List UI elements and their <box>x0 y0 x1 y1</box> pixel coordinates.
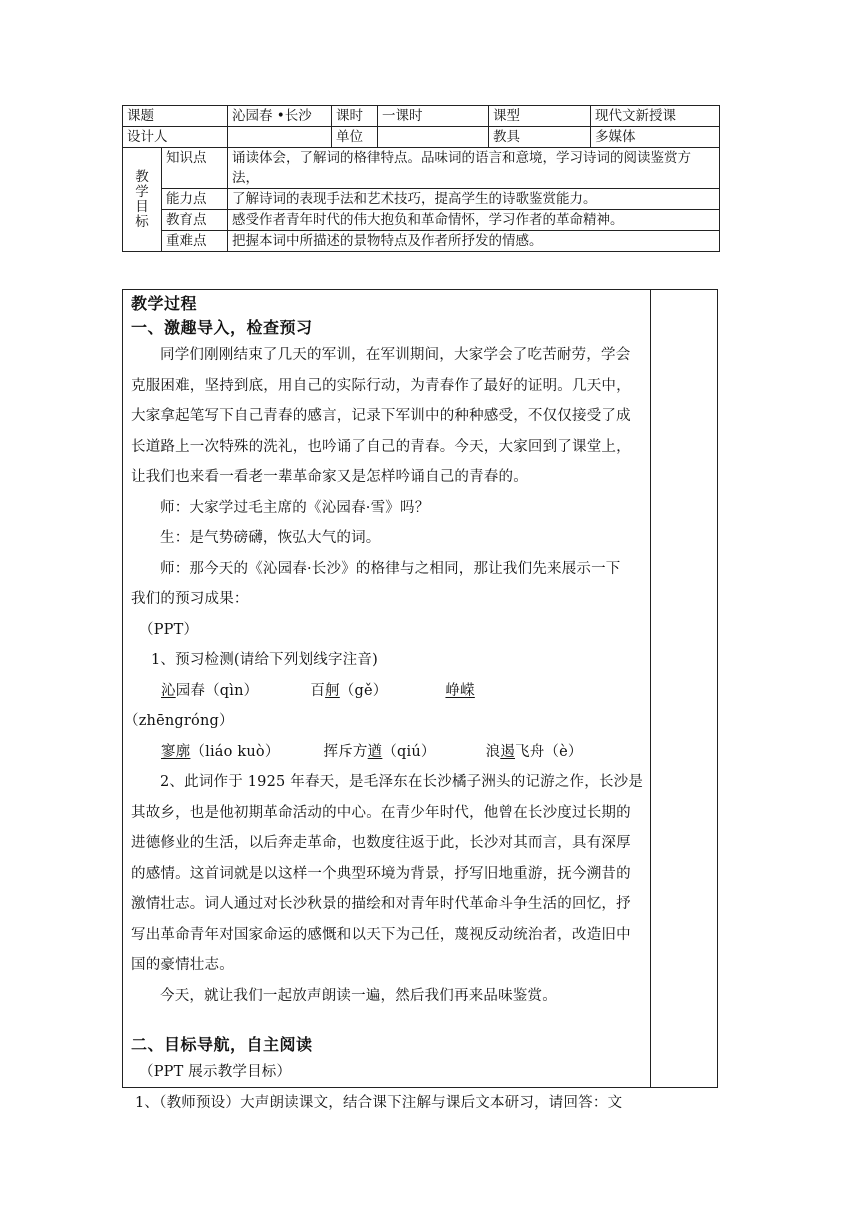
ppt-note: （PPT） <box>139 621 199 638</box>
pinyin-row-1 <box>131 676 646 707</box>
background-line: 进德修业的生活，以后奔走革命，也数度往返于此，长沙对其而言，具有深厚 <box>131 835 631 851</box>
goal-text: 感受作者青年时代的伟大抱负和革命情怀，学习作者的革命精神。 <box>228 210 720 231</box>
dialog-student: 生：是气势磅礴，恢弘大气的词。 <box>160 530 381 546</box>
background-line: 2、此词作于 1925 年春天，是毛泽东在长沙橘子洲头的记游之作，长沙是 <box>160 774 644 790</box>
goal-label: 教育点 <box>162 210 228 231</box>
underlined-char: 峥嵘 <box>445 682 475 699</box>
type-label: 课型 <box>489 106 591 127</box>
word-rest: （liáo kuò） <box>190 743 280 760</box>
intro-line: 大家拿起笔写下自己青春的感言，记录下军训中的种种感受，不仅仅接受了成 <box>131 408 631 424</box>
goals-label-char: 学 <box>135 183 149 200</box>
underlined-char: 寥廓 <box>161 743 191 760</box>
goals-label <box>123 148 162 252</box>
unit-label: 单位 <box>332 127 378 148</box>
word-pre: 挥斥方 <box>323 743 368 760</box>
pinyin-row-2 <box>131 737 646 768</box>
hours-label: 课时 <box>332 106 378 127</box>
spacer <box>131 1011 646 1033</box>
designer-value <box>228 127 332 148</box>
ppt-note: （PPT 展示教学目标） <box>139 1064 292 1080</box>
word-rest: （gě） <box>339 682 388 699</box>
pinyin-wrap: （zhēngróng） <box>124 713 234 729</box>
lesson-info-table <box>122 105 720 252</box>
intro-line: 让我们也来看一看老一辈革命家又是怎样吟诵自己的青春的。 <box>131 469 528 485</box>
tools-value: 多媒体 <box>591 127 720 148</box>
dialog-teacher-cont: 我们的预习成果： <box>131 591 249 607</box>
goal-text: 把握本词中所描述的景物特点及作者所抒发的情感。 <box>228 231 720 252</box>
word-rest: （qiú） <box>382 743 436 760</box>
word-rest: 园春（qìn） <box>175 682 259 699</box>
goal-row-knowledge <box>123 148 720 189</box>
teaching-process-box <box>122 289 718 1111</box>
section-2-title: 二、目标导航，自主阅读 <box>131 1035 313 1054</box>
goal-label: 知识点 <box>162 148 228 189</box>
intro-line: 长道路上一次特殊的洗礼，也吟诵了自己的青春。今天，大家回到了课堂上， <box>131 438 631 455</box>
task-line: 1、（教师预设）大声朗读课文，结合课下注解与课后文本研习，请回答：文 <box>135 1094 623 1111</box>
tools-label: 教具 <box>489 127 591 148</box>
section-1-title: 一、激趣导入，检查预习 <box>131 318 313 337</box>
goal-label: 重难点 <box>162 231 228 252</box>
topic-label: 课题 <box>123 106 228 127</box>
word-rest: 飞舟（è） <box>515 743 583 760</box>
underlined-char: 遏 <box>500 743 516 760</box>
read-aloud-line: 今天，就让我们一起放声朗读一遍，然后我们再来品味鉴赏。 <box>160 987 557 1004</box>
background-line: 激情壮志。词人通过对长沙秋景的描绘和对青年时代革命斗争生活的回忆，抒 <box>131 896 631 912</box>
underlined-char: 舸 <box>325 682 340 699</box>
info-row-topic <box>123 106 720 127</box>
underlined-char: 沁 <box>161 682 176 699</box>
goal-text: 了解诗词的表现手法和艺术技巧，提高学生的诗歌鉴赏能力。 <box>228 189 720 210</box>
topic-value: 沁园春 •长沙 <box>228 106 332 127</box>
goal-row-ability <box>123 189 720 210</box>
goals-label-char: 目 <box>135 198 149 215</box>
hours-value: 一课时 <box>378 106 489 127</box>
goal-row-education <box>123 210 720 231</box>
process-title: 教学过程 <box>131 294 198 313</box>
word-pre: 百 <box>310 682 326 699</box>
intro-line: 同学们刚刚结束了几天的军训，在军训期间，大家学会了吃苦耐劳，学会 <box>160 347 631 363</box>
goal-row-key-points <box>123 231 720 252</box>
underlined-char: 遒 <box>367 743 383 760</box>
info-row-designer <box>123 127 720 148</box>
goal-text: 诵读体会，了解词的格律特点。品味词的语言和意境，学习诗词的阅读鉴赏方法， <box>228 148 720 189</box>
background-line: 的感情。这首词就是以这样一个典型环境为背景，抒写旧地重游，抚今溯昔的 <box>131 865 631 882</box>
goal-label: 能力点 <box>162 189 228 210</box>
goals-label-char: 标 <box>135 213 149 230</box>
column-divider <box>650 290 651 1087</box>
intro-line: 克服困难，坚持到底，用自己的实际行动，为青春作了最好的证明。几天中， <box>131 377 631 394</box>
background-line: 写出革命青年对国家命运的感慨和以天下为己任，蔑视反动统治者，改造旧中 <box>131 926 631 943</box>
teaching-process-content <box>124 292 646 1118</box>
dialog-teacher: 师：那今天的《沁园春·长沙》的格律与之相同，那让我们先来展示一下 <box>160 560 621 577</box>
background-line: 其故乡，也是他初期革命活动的中心。在青少年时代，他曾在长沙度过长期的 <box>131 804 631 821</box>
background-line: 国的豪情壮志。 <box>131 957 234 973</box>
designer-label: 设计人 <box>123 127 228 148</box>
preview-title: 1、预习检测(请给下列划线字注音) <box>151 652 378 668</box>
goals-label-char: 教 <box>135 168 149 185</box>
dialog-teacher: 师：大家学过毛主席的《沁园春·雪》吗？ <box>160 499 430 516</box>
type-value: 现代文新授课 <box>591 106 720 127</box>
word-pre: 浪 <box>485 743 501 760</box>
unit-value <box>378 127 489 148</box>
